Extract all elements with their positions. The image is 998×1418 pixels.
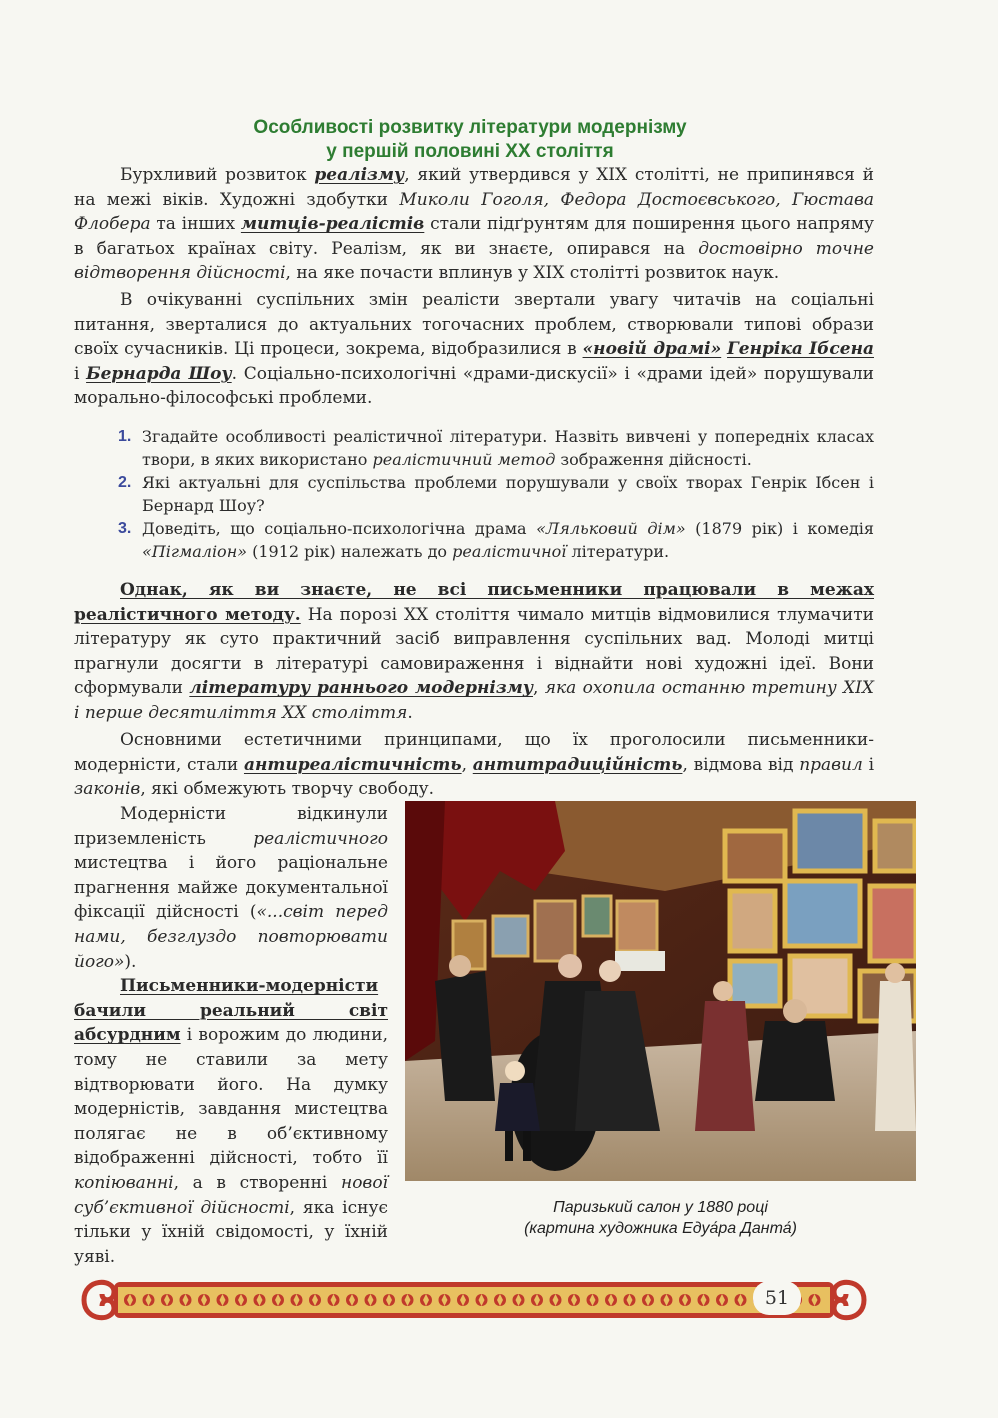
keyword: антиреалістичність [243, 754, 462, 775]
text: літератури. [566, 542, 670, 561]
text: ). [124, 951, 137, 972]
keyword: Генріка Ібсена [727, 339, 874, 360]
emphasis: копіюванні [74, 1172, 174, 1193]
keyword: антитрадиційність [472, 754, 683, 775]
side-column-text [74, 802, 388, 1269]
question-number: 3. [118, 520, 132, 537]
text: (1912 рік) належать до [247, 542, 453, 561]
keyword: реалізму [314, 165, 405, 185]
highlight: Однак, як ви знаєте, не всі письменники працювали в межах реалістичного методу. [74, 580, 874, 625]
text: Доведіть, що соціально-психологічна драма [142, 519, 537, 538]
text: Бурхливий розвиток [120, 165, 315, 185]
question-number: 2. [118, 474, 132, 491]
keyword: митців-реалістів [240, 214, 425, 235]
text: . [407, 702, 413, 723]
text: . Соціально-психологічні «драми-дискусії» і «драми ідей» порушували морально-філософські проблеми. [74, 363, 875, 409]
text: зображення дійсності. [555, 450, 752, 469]
text: (1879 рік) і комедія [685, 519, 875, 538]
text: , яка існує тільки у їхній свідомості, у їхній уяві. [74, 1197, 388, 1267]
text: , які обмежують творчу свободу. [140, 779, 434, 800]
question-item [118, 425, 874, 471]
text: та інших [150, 214, 241, 235]
paragraph-rejection [74, 802, 388, 974]
work-title: «Ляльковий дім» [536, 519, 686, 538]
section-title-line-2: у першій половині ХХ століття [326, 140, 614, 162]
paragraph-early-modernism [74, 578, 874, 726]
text: Згадайте особливості реалістичної літератури. Назвіть вивчені у попередніх класах твори, в яких використано [142, 427, 874, 469]
keyword: «новій драмі» [582, 339, 722, 360]
text: , [461, 754, 473, 775]
text: стали підґрунтям для поширення цього напряму в багатьох країнах світу. Реалізм, як ви знаєте, опирався на [74, 214, 874, 259]
text: , [533, 678, 545, 699]
text: Основними естетичними принципами, що їх проголосили письменники-модерністи, стали [74, 730, 874, 775]
text: і ворожим до людини, тому не ставили за мету відтворювати його. На думку модерністів, завдання мистецтва полягає не в об’єктивному відображенні дійсності, тобто її [74, 1025, 388, 1169]
emphasis: реалістичний метод [372, 450, 556, 469]
text: В очікуванні суспільних змін реалісти звертали увагу читачів на соціальні питання, зверталися до актуальних тогочасних проблем, створювали типові образи своїх сучасників. Ці процеси, зокрема, відобразилися в [74, 290, 874, 360]
keyword: літературу раннього модернізму [189, 678, 534, 699]
emphasis: правил [799, 754, 863, 775]
text: Модерністи відкинули приземленість [74, 804, 388, 849]
question-number: 1. [118, 428, 132, 445]
paragraph-absurd-world [74, 974, 388, 1269]
emphasis: реалістичного [253, 828, 388, 849]
text: , на яке почасти вплинув у ХІХ столітті розвиток наук. [285, 263, 780, 284]
emphasis: законів [74, 779, 141, 800]
painting-image [405, 801, 916, 1181]
paragraph-principles [74, 728, 874, 802]
text: Які актуальні для суспільства проблеми порушували у своїх творах Генрік Ібсен і Бернард Шоу? [142, 473, 874, 515]
text: , відмова від [682, 754, 800, 775]
text: На порозі ХХ століття чимало митців відмовилися тлумачити літературу як суто практичний засіб виправлення суспільних вад. Молоді митці прагнули досягти в літературі самовираження і віднайти нові художні ідеї. Вони сформували [74, 604, 874, 699]
text: , а в створенні [173, 1172, 341, 1193]
highlight: Письменники-модерністи бачили реальний світ абсурдним [74, 976, 388, 1046]
paris-salon-painting [405, 801, 916, 1181]
emphasis: реалістичної [452, 542, 567, 561]
emphasis: нової суб’єктивної дійсності [74, 1172, 388, 1218]
section-title [150, 116, 790, 164]
work-title: «Пігмаліон» [142, 542, 248, 561]
quote: «...світ перед нами, безглуздо повторювати його» [74, 902, 388, 972]
page-number: 51 [753, 1281, 801, 1315]
caption-line-2: (картина художника Едуа́ра Данта́) [524, 1220, 797, 1237]
emphasis: яка охопила останню третину ХІХ і перше десятиліття ХХ століття [74, 678, 874, 723]
text: мистецтва і його раціональне прагнення майже документальної фіксації дійсності ( [74, 853, 388, 923]
keyword: Бернарда Шоу [86, 363, 232, 384]
question-item [118, 471, 874, 517]
authors-names: Миколи Гоголя, Федора Достоєвського, Гюстава Флобера [74, 189, 874, 235]
caption-line-1: Паризький салон у 1880 році [553, 1199, 768, 1216]
question-item [118, 517, 874, 563]
section-title-line-1: Особливості розвитку літератури модернізму [253, 116, 687, 138]
text: і [74, 363, 87, 384]
paragraph-realism [74, 163, 874, 286]
paragraph-new-drama [74, 288, 874, 411]
text: , який утвердився у ХІХ столітті, не припинявся й на межі віків. Художні здобутки [74, 165, 874, 210]
painting-caption [405, 1197, 916, 1239]
review-questions [118, 425, 874, 563]
text: і [862, 754, 875, 775]
emphasis: достовірно точне відтворення дійсності [74, 238, 874, 284]
